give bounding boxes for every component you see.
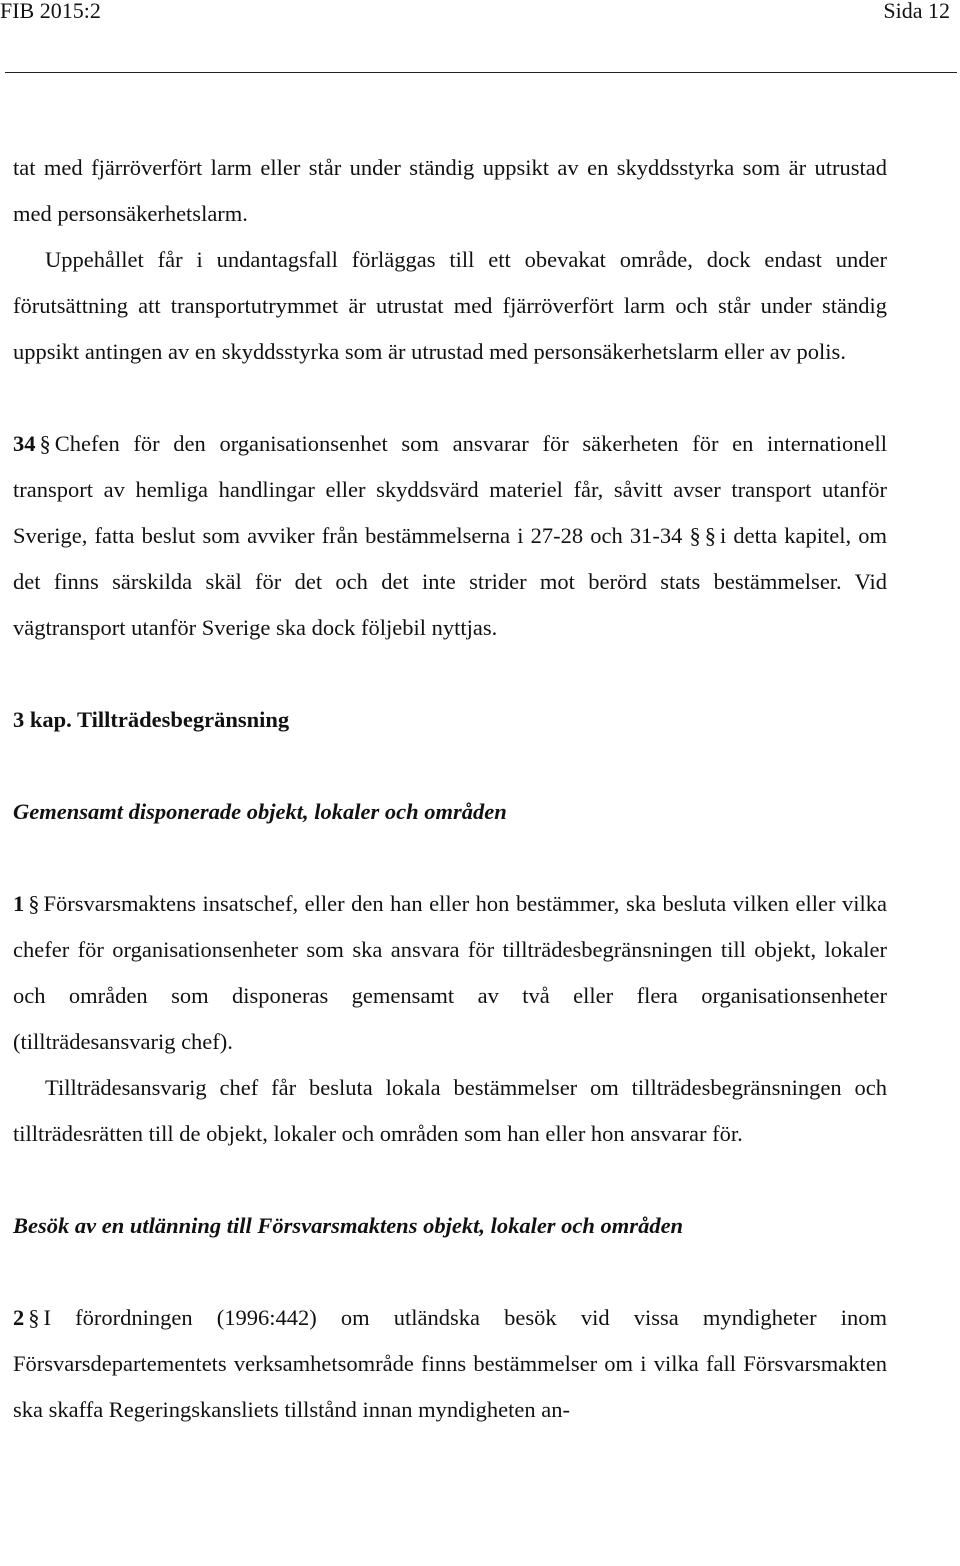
section-number: 1: [13, 891, 25, 916]
page-number: Sida 12: [883, 0, 950, 23]
section-number: 34: [13, 431, 36, 456]
spacer: [13, 835, 887, 881]
subheading-gemensamt: Gemensamt disponerade objekt, lokaler och områden: [13, 799, 507, 824]
document-body: [13, 145, 887, 1433]
section-1: [13, 881, 887, 1065]
section-text: I förordningen (1996:442) om utländska besök vid vissa myndigheter inom Försvarsdepartementets verksamhetsområde finns bestämmelser om i vilka fall Försvarsmakten ska skaffa Regeringskansliets tillstånd innan myndigheten an-: [13, 1305, 887, 1422]
spacer: [13, 651, 887, 697]
spacer: [13, 1249, 887, 1295]
paragraph-uppehallet: Uppehållet får i undantagsfall förläggas till ett obevakat område, dock endast under förutsättning att transportutrymmet är utrustat med fjärröverfört larm och står under ständig uppsikt antingen av en skyddsstyrka som är utrustad med personsäkerhetslarm eller av polis.: [13, 247, 887, 364]
spacer: [13, 743, 887, 789]
section-text: Försvarsmaktens insatschef, eller den han eller hon bestämmer, ska besluta vilken eller vilka chefer för organisationsenheter som ska ansvara för tillträdesbegränsningen till objekt, lokaler och områden som disponeras gemensamt av två eller flera organisationsenheter (tillträdesansvarig chef).: [13, 891, 887, 1054]
chapter-heading: 3 kap. Tillträdesbegränsning: [13, 707, 290, 732]
section-2: [13, 1295, 887, 1433]
page-header: [0, 0, 958, 30]
section-symbol-icon: §: [28, 891, 40, 916]
spacer: [13, 375, 887, 421]
section-text: Chefen för den organisationsenhet som ansvarar för säkerheten för en internationell transport av hemliga handlingar eller skyddsvärd materiel får, såvitt avser transport utanför Sverige, fatta beslut som avviker från bestämmelserna i 27-28 och 31-34: [13, 431, 887, 548]
section-symbol-icon: §: [39, 431, 51, 456]
section-34: [13, 421, 887, 651]
header-divider: [5, 72, 957, 73]
section-symbol-icon: §: [704, 523, 716, 548]
spacer: [13, 1157, 887, 1203]
section-text: i detta kapitel, om det finns särskilda skäl för det och det inte strider mot berörd stats bestämmelser. Vid vägtransport utanför Sverige ska dock följebil nyttjas.: [13, 523, 887, 640]
paragraph-continuation: tat med fjärröverfört larm eller står under ständig uppsikt av en skyddsstyrka som är utrustad med personsäkerhetslarm.: [13, 155, 887, 226]
subheading-besok: Besök av en utlänning till Försvarsmaktens objekt, lokaler och områden: [13, 1213, 684, 1238]
section-symbol-icon: §: [28, 1305, 40, 1330]
paragraph-tilltradesansvarig: Tillträdesansvarig chef får besluta lokala bestämmelser om tillträdesbegränsningen och tillträdesrätten till de objekt, lokaler och områden som han eller hon ansvarar för.: [13, 1075, 887, 1146]
section-symbol-icon: §: [689, 523, 701, 548]
section-number: 2: [13, 1305, 25, 1330]
document-id: FIB 2015:2: [0, 0, 101, 23]
